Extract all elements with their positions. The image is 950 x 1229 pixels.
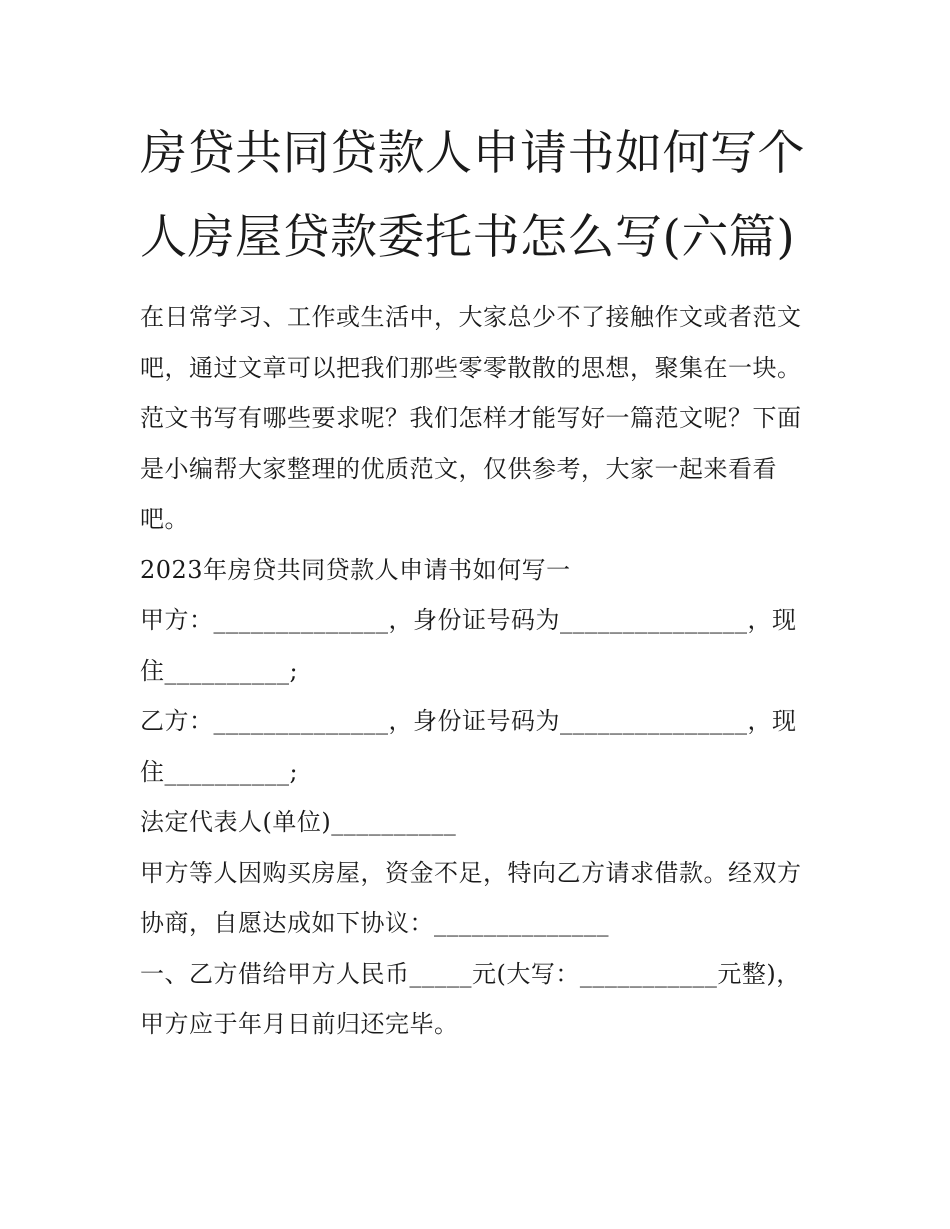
- party-b-line: 乙方：______________，身份证号码为_______________，现住__________;: [140, 707, 797, 786]
- clause-one: 一、乙方借给甲方人民币_____元(大写：___________元整)，甲方应于年月日前归还完毕。: [140, 959, 801, 1038]
- agreement-preamble: 甲方等人因购买房屋，资金不足，特向乙方请求借款。经双方协商，自愿达成如下协议：______________: [140, 858, 802, 937]
- intro-paragraph: 在日常学习、工作或生活中，大家总少不了接触作文或者范文吧，通过文章可以把我们那些零零散散的思想，聚集在一块。范文书写有哪些要求呢？我们怎样才能写好一篇范文呢？下面是小编帮大家整理的优质范文，仅供参考，大家一起来看看吧。: [140, 303, 802, 533]
- section-heading: 2023年房贷共同贷款人申请书如何写一: [140, 555, 571, 584]
- legal-representative-line: 法定代表人(单位)__________: [140, 808, 457, 836]
- document-title: 房贷共同贷款人申请书如何写个人房屋贷款委托书怎么写(六篇): [140, 126, 805, 265]
- document-body: [140, 292, 820, 1050]
- party-a-line: 甲方：______________，身份证号码为_______________，现住__________;: [140, 606, 797, 685]
- document-page: [140, 112, 820, 1050]
